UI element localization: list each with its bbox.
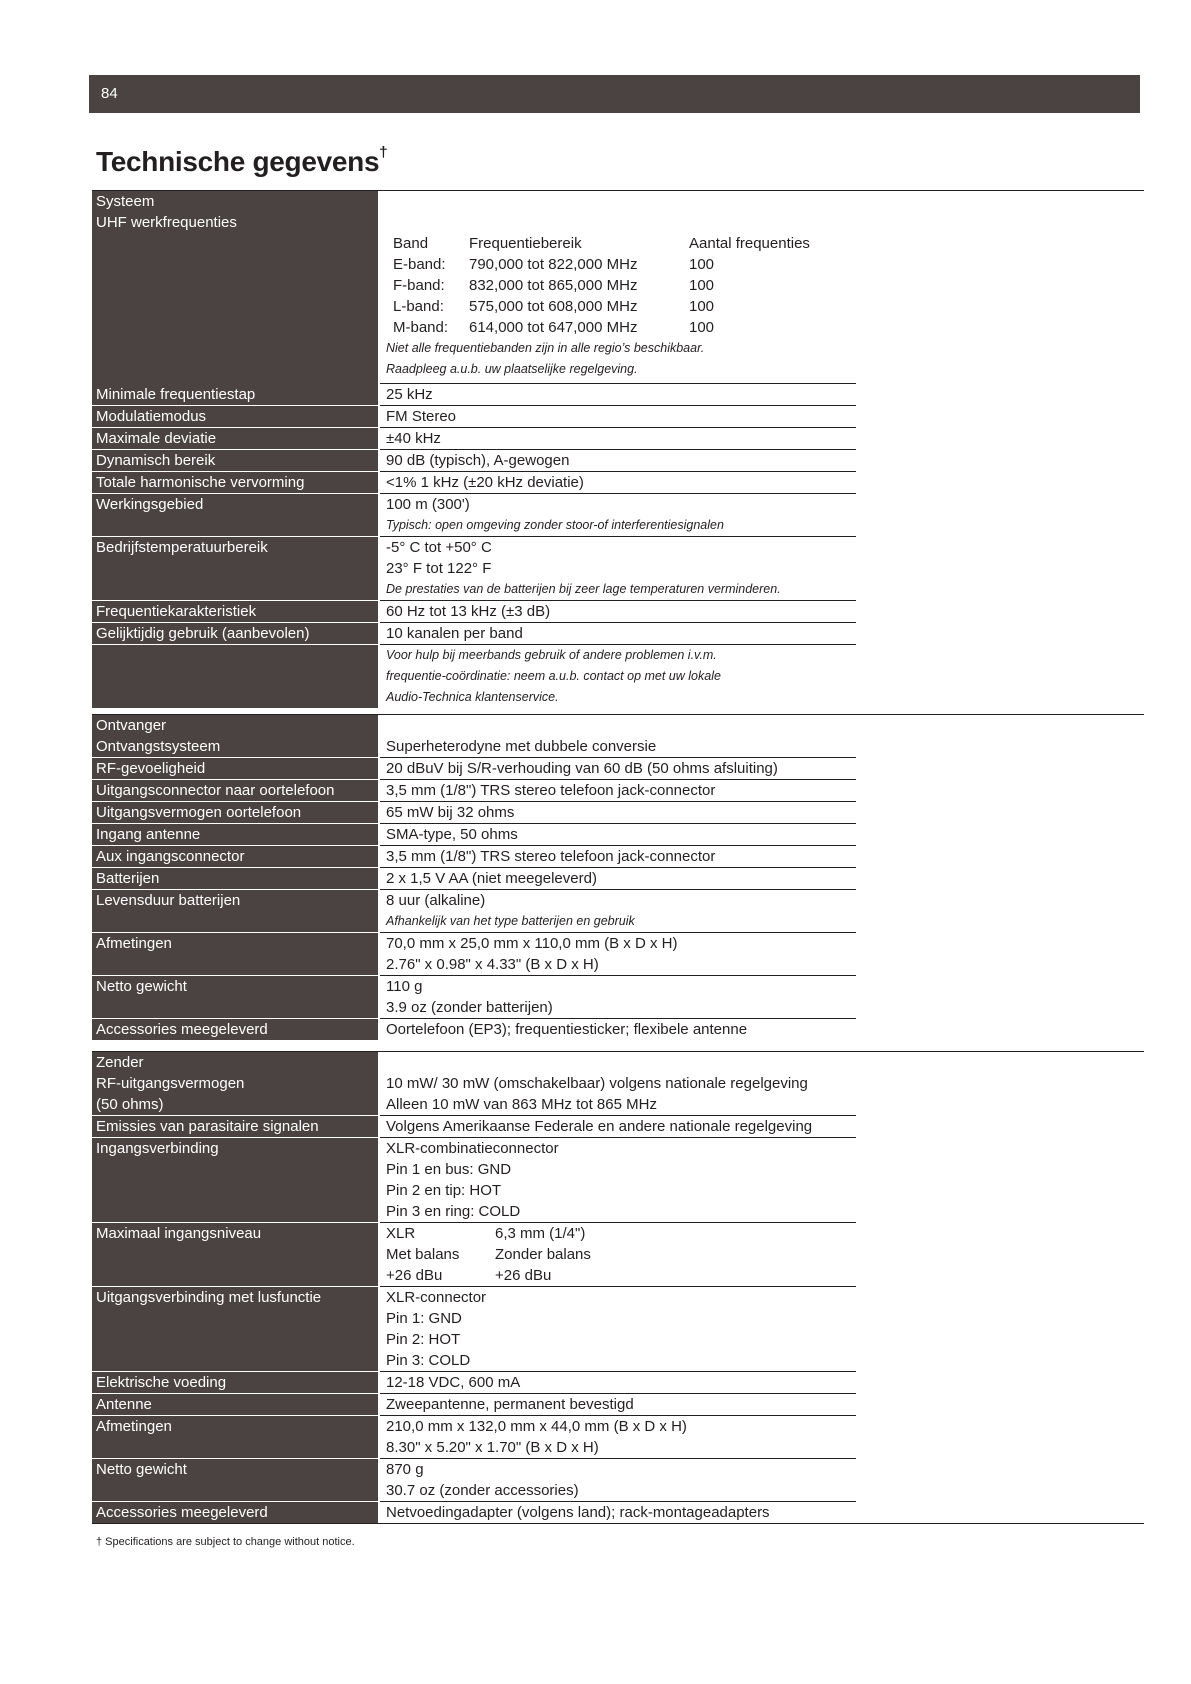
dagger-mark: † (379, 143, 388, 161)
spec-row: Levensduur batterijen 8 uur (alkaline) Afhankelijk van het type batterijen en gebruik (92, 890, 1144, 933)
section-heading: Systeem (96, 193, 155, 210)
spec-row: Netto gewicht 870 g 30.7 oz (zonder accessories) (92, 1459, 1144, 1502)
spec-row: Modulatiemodus FM Stereo (92, 406, 1144, 428)
spec-row: Totale harmonische vervorming <1% 1 kHz (±20 kHz deviatie) (92, 472, 1144, 494)
spec-row-help: Voor hulp bij meerbands gebruik of andere problemen i.v.m. frequentie-coördinatie: neem a.u.b. contact op met uw lokale Audio-Technica klantenservice. (92, 645, 1144, 708)
spec-row: Ontvanger Ontvangstsysteem Superheterodyne met dubbele conversie (92, 715, 1144, 758)
spec-row: Minimale frequentiestap 25 kHz (92, 384, 1144, 406)
spec-row: Afmetingen 210,0 mm x 132,0 mm x 44,0 mm (B x D x H) 8.30" x 5.20" x 1.70" (B x D x H) (92, 1416, 1144, 1459)
spec-row: RF-gevoeligheid 20 dBuV bij S/R-verhouding van 60 dB (50 ohms afsluiting) (92, 758, 1144, 780)
spec-row: Accessories meegeleverd Oortelefoon (EP3); frequentiesticker; flexibele antenne (92, 1019, 1144, 1040)
spec-row: Netto gewicht 110 g 3.9 oz (zonder batterijen) (92, 976, 1144, 1019)
section-zender (92, 1051, 1144, 1524)
spec-row: Zender RF-uitgangsvermogen (50 ohms) 10 mW/ 30 mW (omschakelbaar) volgens nationale regelgeving Alleen 10 mW van 863 MHz tot 865 MHz (92, 1052, 1144, 1116)
page-title: Technische gegevens† (96, 143, 388, 177)
spec-note: Raadpleeg a.u.b. uw plaatselijke regelgeving. (386, 362, 638, 376)
spec-row: Gelijktijdig gebruik (aanbevolen) 10 kanalen per band (92, 623, 1144, 645)
spec-row: Bedrijfstemperatuurbereik -5° C tot +50° C 23° F tot 122° F De prestaties van de batterijen bij zeer lage temperaturen verminderen. (92, 537, 1144, 601)
spec-row: Batterijen 2 x 1,5 V AA (niet meegeleverd) (92, 868, 1144, 890)
page-header-bar (89, 75, 1140, 113)
section-heading: Zender (96, 1054, 144, 1071)
spec-row: Elektrische voeding 12-18 VDC, 600 mA (92, 1372, 1144, 1394)
band-table: Band Frequentiebereik Aantal frequenties E-band: 790,000 tot 822,000 MHz 100 F-band: 832,000 tot 865,000 MHz 100 L-band: 575,000 tot 608,000 MHz 100 M-band: 614,000 tot 647,000 MHz 100 (393, 235, 810, 336)
footnote: † Specifications are subject to change without notice. (96, 1536, 355, 1548)
spec-note: Niet alle frequentiebanden zijn in alle regio’s beschikbaar. (386, 341, 705, 355)
spec-row: Uitgangsverbinding met lusfunctie XLR-connector Pin 1: GND Pin 2: HOT Pin 3: COLD (92, 1287, 1144, 1372)
spec-row: Aux ingangsconnector 3,5 mm (1/8") TRS stereo telefoon jack-connector (92, 846, 1144, 868)
spec-row: Uitgangsvermogen oortelefoon 65 mW bij 32 ohms (92, 802, 1144, 824)
section-ontvanger (92, 714, 1144, 1040)
spec-row: Uitgangsconnector naar oortelefoon 3,5 mm (1/8") TRS stereo telefoon jack-connector (92, 780, 1144, 802)
spec-row: Antenne Zweepantenne, permanent bevestigd (92, 1394, 1144, 1416)
spec-row: Ingang antenne SMA-type, 50 ohms (92, 824, 1144, 846)
section-systeem (92, 190, 1144, 708)
section-heading: Ontvanger (96, 717, 167, 734)
spec-row: Ingangsverbinding XLR-combinatieconnector Pin 1 en bus: GND Pin 2 en tip: HOT Pin 3 en ring: COLD (92, 1138, 1144, 1223)
spec-row: Emissies van parasitaire signalen Volgens Amerikaanse Federale en andere nationale regelgeving (92, 1116, 1144, 1138)
page-number: 84 (101, 85, 118, 102)
spec-label: UHF werkfrequenties (96, 214, 237, 231)
spec-row: Afmetingen 70,0 mm x 25,0 mm x 110,0 mm (B x D x H) 2.76" x 0.98" x 4.33" (B x D x H) (92, 933, 1144, 976)
spec-row: Dynamisch bereik 90 dB (typisch), A-gewogen (92, 450, 1144, 472)
spec-row: Maximale deviatie ±40 kHz (92, 428, 1144, 450)
spec-row: Accessories meegeleverd Netvoedingadapter (volgens land); rack-montageadapters (92, 1502, 1144, 1523)
spec-row: Werkingsgebied 100 m (300') Typisch: open omgeving zonder stoor-of interferentiesignalen (92, 494, 1144, 537)
spec-row: Maximaal ingangsniveau XLR 6,3 mm (1/4") Met balans Zonder balans +26 dBu +26 dBu (92, 1223, 1144, 1287)
spec-row: Frequentiekarakteristiek 60 Hz tot 13 kHz (±3 dB) (92, 601, 1144, 623)
spec-row-uhf (92, 191, 1144, 384)
